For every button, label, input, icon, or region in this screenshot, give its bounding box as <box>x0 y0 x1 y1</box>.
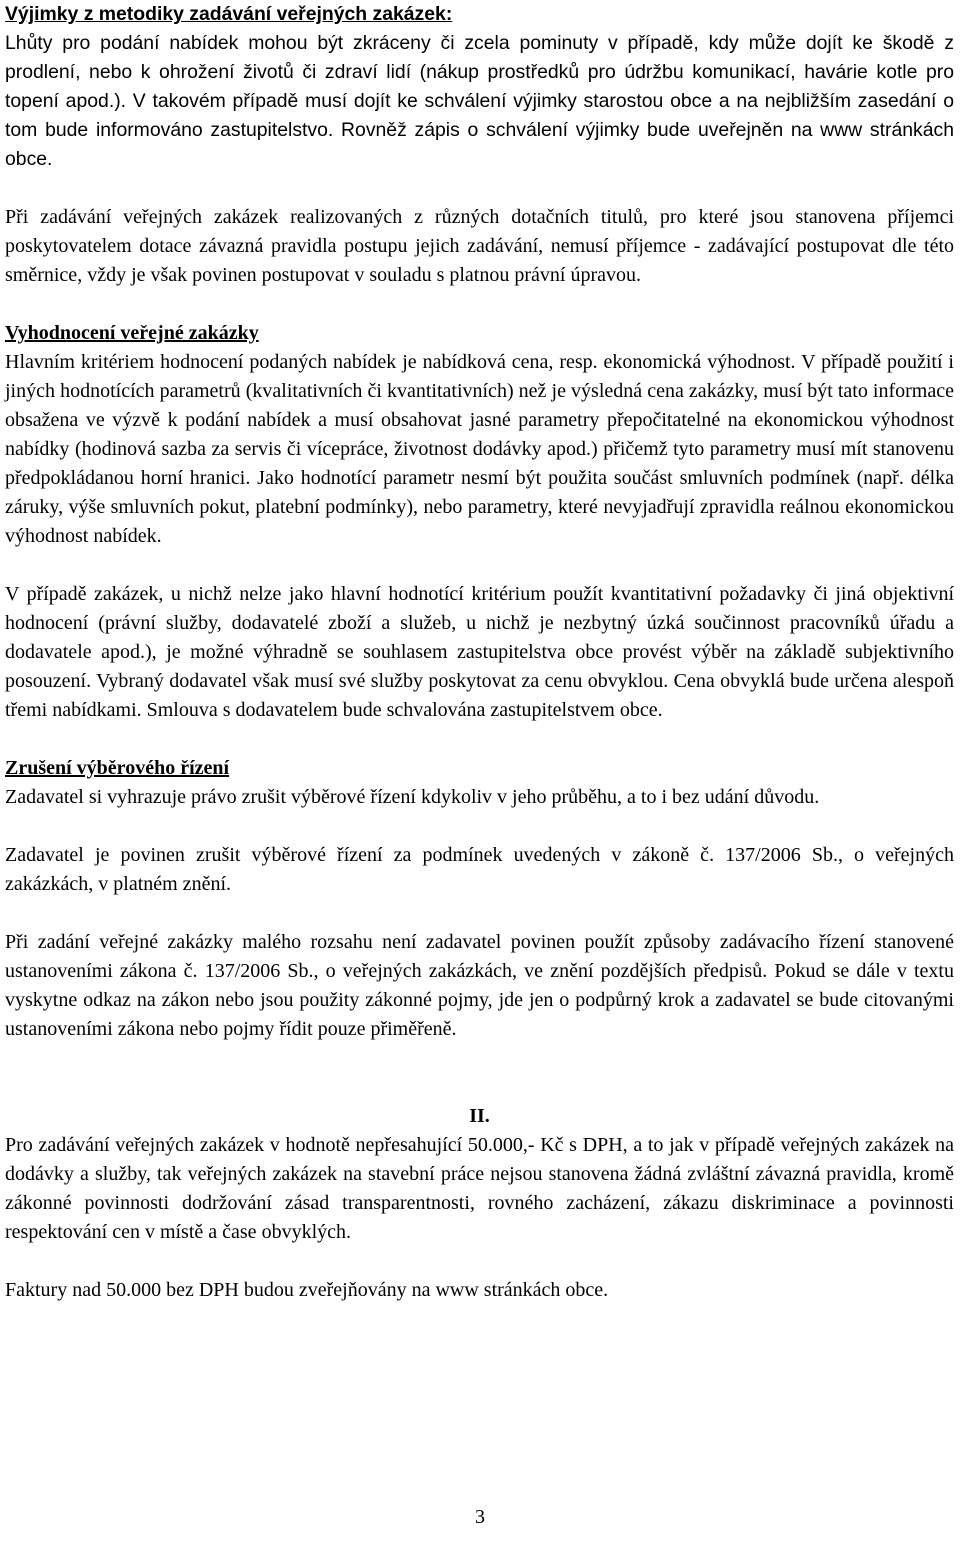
invoices-paragraph: Faktury nad 50.000 bez DPH budou zveřejňovány na www stránkách obce. <box>5 1279 609 1301</box>
grants-paragraph: Při zadávání veřejných zakázek realizovaných z různých dotačních titulů, pro které jsou stanovena příjemci poskytovatelem dotace závazná pravidla postupu jejich zadávání, nemusí příjemce - zadávající postupovat dle této směrnice, vždy je však povinen postupovat v souladu s platnou právní úpravou. <box>5 206 954 286</box>
cancellation-paragraph: Zadavatel si vyhrazuje právo zrušit výběrové řízení kdykoliv v jeho průběhu, a to i bez udání důvodu. <box>5 786 820 808</box>
subjective-selection-paragraph: V případě zakázek, u nichž nelze jako hlavní hodnotící kritérium použít kvantitativní požadavky či jiná objektivní hodnocení (právní služby, dodavatelé zboží a služeb, u nichž je nezbytný úzká součinnost pracovníků úřadu a dodavatele apod.), je možné výhradně se souhlasem zastupitelstva obce provést výběr na základě subjektivního posouzení. Vybraný dodavatel však musí své služby poskytovat za cenu obvyklou. Cena obvyklá bude určena alespoň třemi nabídkami. Smlouva s dodavatelem bude schvalována zastupitelstvem obce. <box>5 583 954 721</box>
exceptions-heading: Výjimky z metodiky zadávání veřejných zakázek: <box>5 3 453 25</box>
cancellation-heading: Zrušení výběrového řízení <box>5 757 230 779</box>
evaluation-heading: Vyhodnocení veřejné zakázky <box>5 322 259 344</box>
cancellation-obligation-paragraph: Zadavatel je povinen zrušit výběrové řízení za podmínek uvedených v zákoně č. 137/2006 Sb., o veřejných zakázkách, v platném znění. <box>5 844 954 895</box>
small-contract-paragraph: Při zadání veřejné zakázky malého rozsahu není zadavatel povinen použít způsoby zadávacího řízení stanovené ustanoveními zákona č. 137/2006 Sb., o veřejných zakázkách, ve znění pozdějších předpisů. Pokud se dále v textu vyskytne odkaz na zákon nebo jsou použity zákonné pojmy, jde jen o podpůrný krok a zadavatel se bude citovanými ustanoveními zákona nebo pojmy řídit pouze přiměřeně. <box>5 931 954 1040</box>
exceptions-paragraph: Lhůty pro podání nabídek mohou být zkráceny či zcela pominuty v případě, kdy může dojít ke škodě z prodlení, nebo k ohrožení životů či zdraví lidí (nákup prostředků pro údržbu komunikací, havárie kotle pro topení apod.). V takovém případě musí dojít ke schválení výjimky starostou obce a na nejbližším zasedání o tom bude informováno zastupitelstvo. Rovněž zápis o schválení výjimky bude uveřejněn na www stránkách obce. <box>5 32 954 170</box>
evaluation-paragraph: Hlavním kritériem hodnocení podaných nabídek je nabídková cena, resp. ekonomická výhodnost. V případě použití i jiných hodnotících parametrů (kvalitativních či kvantitativních) než je výsledná cena zakázky, musí být tato informace obsažena ve výzvě k podání nabídek a musí obsahovat jasné parametry přepočitatelné na ekonomickou výhodnost nabídky (hodinová sazba za servis či vícepráce, životnost dodávky apod.) přičemž tyto parametry musí mít stanovenu předpokládanou horní hranici. Jako hodnotící parametr nesmí být použita součást smluvních podmínek (např. délka záruky, výše smluvních pokut, platební podmínky), nebo parametry, které nevyjadřují zpravidla reálnou ekonomickou výhodnost nabídek. <box>5 351 954 547</box>
section-number-ii: II. <box>469 1105 490 1127</box>
threshold-paragraph: Pro zadávání veřejných zakázek v hodnotě nepřesahující 50.000,- Kč s DPH, a to jak v případě veřejných zakázek na dodávky a služby, tak veřejných zakázek na stavební práce nejsou stanovena žádná zvláštní závazná pravidla, kromě zákonné povinnosti dodržování zásad transparentnosti, rovného zacházení, zákazu diskriminace a povinnosti respektování cen v místě a čase obvyklých. <box>5 1134 954 1243</box>
page-number: 3 <box>475 1506 485 1528</box>
